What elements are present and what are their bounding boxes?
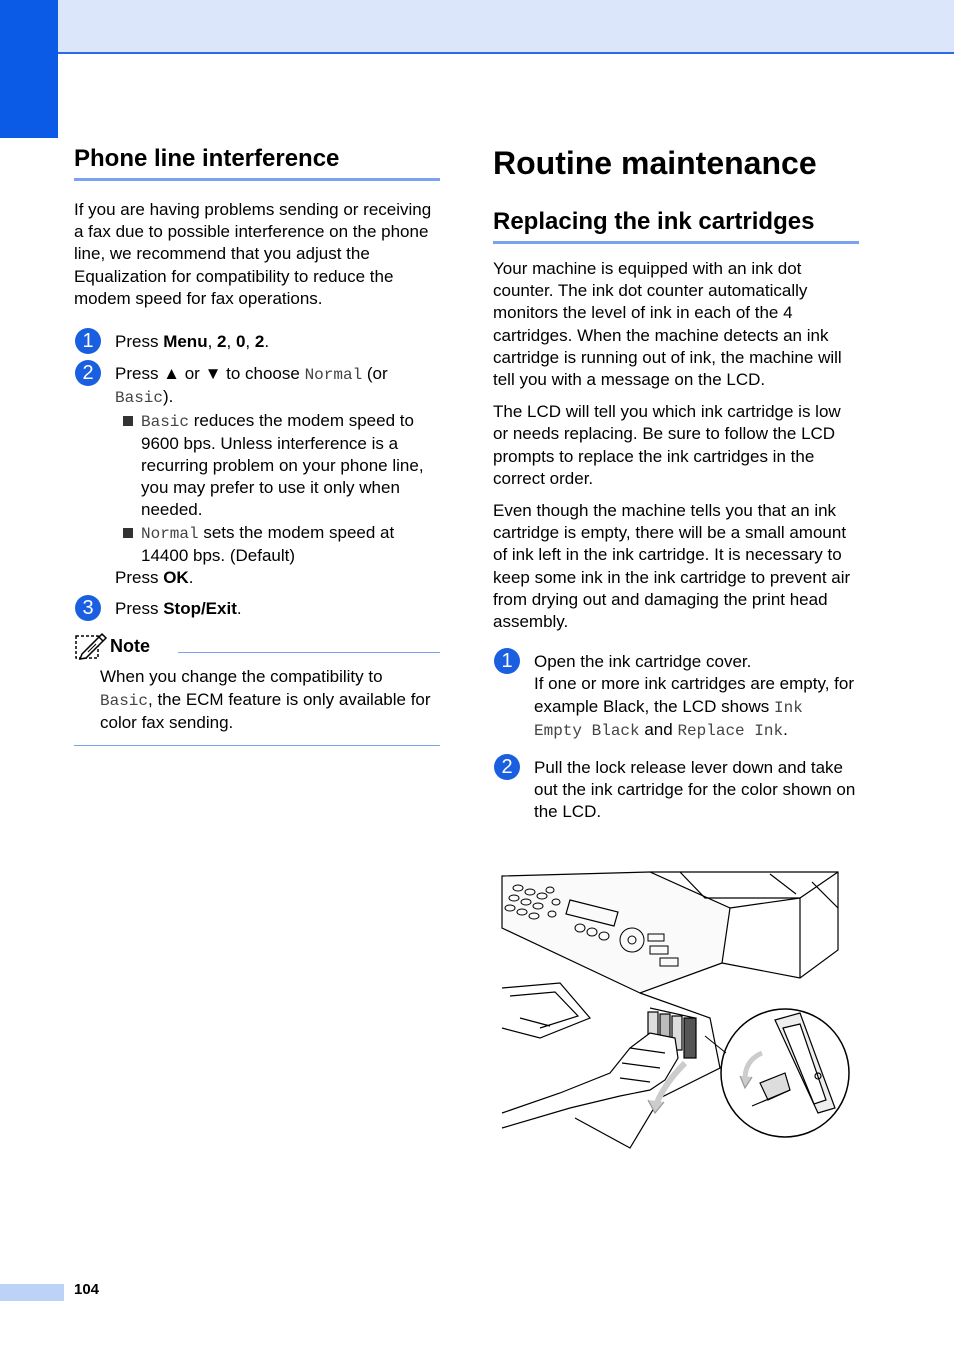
note-pencil-icon [74, 632, 108, 660]
intro-paragraph: If you are having problems sending or receiving a fax due to possible interference on the phone line, we recommend that you adjust the Equalization for compatibility to reduce the modem speed for fax operations. [74, 200, 432, 308]
note-bottom-rule [74, 745, 440, 746]
note-label: Note [110, 636, 150, 657]
step-number: 2 [494, 754, 520, 780]
section-title-ink: Replacing the ink cartridges [493, 207, 859, 244]
step-number: 2 [75, 360, 101, 386]
step-3: 3 Press Stop/Exit. [74, 598, 440, 620]
key-menu: Menu [163, 332, 208, 352]
bullet-square-icon [123, 528, 133, 538]
header-band [0, 0, 954, 54]
right-column [493, 144, 859, 824]
section-title-phone-line: Phone line interference [74, 144, 440, 181]
step-2: 2 Press ▲ or ▼ to choose Normal (or Basic). Basic reduces the modem speed to 9600 bps. Unless interference is a recurring problem on your phone line, you may prefer to use it only when needed. Normal sets the modem speed at 14400 bps. (Default) Press OK. [74, 363, 440, 589]
bullet-square-icon [123, 416, 133, 426]
step-1: 1 Press Menu, 2, 0, 2. [74, 331, 440, 353]
ink-step-2: 2 Pull the lock release lever down and take out the ink cartridge for the color shown on the LCD. [493, 757, 859, 824]
bullet-basic: Basic reduces the modem speed to 9600 bps. Unless interference is a recurring problem on your phone line, you may prefer to use it only when needed. [115, 410, 440, 522]
note-header [74, 634, 440, 660]
step-number: 1 [494, 648, 520, 674]
paragraph-1: Your machine is equipped with an ink dot counter. The ink dot counter automatically monitors the level of ink in each of the 4 cartridges. When the machine detects an ink cartridge is running out of ink, the machine will tell you with a message on the LCD. [493, 259, 842, 390]
ink-step-1: 1 Open the ink cartridge cover. If one or more ink cartridges are empty, for example Black, the LCD shows Ink Empty Black and Replace Ink. [493, 651, 859, 742]
paragraph-2: The LCD will tell you which ink cartridge is low or needs replacing. Be sure to follow the LCD prompts to replace the ink cartridges in the correct order. [493, 402, 841, 488]
chapter-tab [0, 0, 58, 138]
footer-band [0, 1284, 64, 1301]
left-column [74, 144, 440, 746]
note-divider [178, 652, 440, 653]
key-ok: OK [163, 568, 189, 588]
step-number: 3 [75, 595, 101, 621]
step-number: 1 [75, 328, 101, 354]
bullet-normal: Normal sets the modem speed at 14400 bps. (Default) [115, 522, 440, 567]
chapter-title: Routine maintenance [493, 145, 817, 181]
key-stop-exit: Stop/Exit [163, 599, 237, 619]
page-number: 104 [74, 1281, 100, 1298]
note-body: When you change the compatibility to Basic, the ECM feature is only available for color fax sending. [100, 667, 431, 732]
paragraph-3: Even though the machine tells you that an ink cartridge is empty, there will be a small amount of ink left in the ink cartridge. It is necessary to keep some ink in the ink cartridge to prevent air from drying out and damaging the print head assembly. [493, 501, 851, 632]
printer-cartridge-illustration [500, 868, 852, 1153]
